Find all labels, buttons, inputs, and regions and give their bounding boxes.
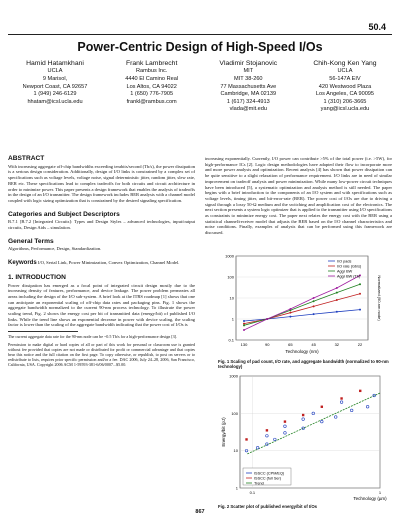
author-affiliation-line: Newport Coast, CA 92657: [22, 83, 88, 90]
keywords-label: Keywords: [8, 260, 37, 267]
author-affiliation-line: 1 (650) 776-7905: [130, 91, 174, 98]
data-point: [284, 420, 286, 422]
x-tick-label: 65: [288, 342, 293, 347]
data-point: [256, 446, 259, 449]
keywords-block: [8, 260, 195, 267]
x-tick-label: 0.1: [249, 490, 256, 495]
left-column: [8, 156, 195, 370]
author-affiliation-line: frankl@rambus.com: [126, 98, 177, 105]
data-point: [336, 311, 338, 313]
series-line-3: [244, 275, 360, 330]
data-point: [243, 324, 245, 326]
data-point: [350, 409, 353, 412]
right-column-text: increasing exponentially. Currently, I/O power can contribute >5% of the total power (i.e. >5W), for high-performance ICs [2]. Logic design methodologies have adapted their flow to incorporate more and more power analysis and optimization. Recent analysis [4] has shown that power dissipation can be quite sensitive to a slight relaxation of performance requirement. I/O links are in need of similar improvement on tradeoff analysis and power minimization. While many low-power circuit techniques have been introduced [5], a systematic optimization and analysis method is still needed. The paper begins with a brief introduction to the components of an I/O system and with specifications such as voltage levels, timing jitter, and bit-error-rate (BER). The power cost of I/Os are due to driving a signal through a lossy 50-Ω medium and the switching and amplification cost of the electronics. The next section presents a system logic optimizer that is applied to the transmitter using I/O specifications as constraints to minimize energy cost. The paper next relates the energy cost with the BER using a statistical channel/receiver model that adjusts the BER based on the I/O channel characteristics and noise conditions. Finally, examples of analysis that can be performed using this framework are discussed.: [205, 156, 392, 236]
x-tick-label: 32: [334, 342, 340, 347]
data-point: [313, 297, 315, 299]
x-tick-label: 22: [357, 342, 363, 347]
footnote: The current aggregate data rate for the 90-nm node can be ~0.5 Tb/s for a high-performance design [3].: [8, 334, 178, 340]
intro-heading: 1. INTRODUCTION: [8, 273, 66, 281]
author-2: [201, 60, 295, 114]
author-affiliation-line: 1 (617) 324-4913: [226, 98, 270, 105]
categories-text: B.7.1 [B.7.2 [Integrated Circuits]: Types and Design Styles – advanced technologies, input/output circuits, Design Aids – simulation.: [8, 219, 195, 231]
x-tick-label: 90: [264, 342, 270, 347]
data-point: [266, 435, 269, 438]
categories-heading: Categories and Subject Descriptors: [8, 210, 120, 218]
figure-1-caption: Fig. 1 Scaling of pad count, I/O rate, and aggregate bandwidth (normalized to 90-nm technology): [218, 359, 389, 370]
data-point: [243, 320, 245, 322]
author-3: [298, 60, 392, 114]
figure-2-caption: Fig. 2 Scatter plot of published energy/bit of I/Os: [218, 504, 318, 509]
y-axis-label: Energy/bit (pJ): [221, 417, 226, 447]
author-affiliation-line: Los Angeles, CA 90095: [315, 91, 375, 98]
general-terms-heading: General Terms: [8, 237, 54, 245]
y-tick-label: 10: [233, 448, 238, 454]
legend-label: I/O pads: [337, 259, 352, 264]
y-tick-label: 1000: [229, 373, 238, 379]
data-point: [289, 316, 291, 318]
general-terms-text: Algorithms, Performance, Design, Standardization.: [8, 246, 102, 252]
author-affiliation-line: Rambus Inc.: [135, 68, 168, 75]
y-axis-label: Normalized (90-nm node): [377, 275, 382, 321]
data-point: [366, 405, 369, 408]
keywords-text: I/O, Serial Link, Power Minimization, Convex Optimization, Channel Model.: [37, 260, 180, 266]
data-point: [359, 390, 361, 392]
session-number: 50.4: [368, 22, 386, 32]
author-affiliation-line: hhatam@icsl.ucla.edu: [27, 98, 83, 105]
author-affiliation-line: 1 (949) 246-6129: [33, 91, 77, 98]
series-line-0: [244, 310, 360, 321]
intro-text: Power dissipation has emerged as a focal point of integrated circuit design mostly due to the increasing density of features, performance, and device leakage. The power problem permeates all areas including the design of the I/O sub-system. A brief look at the ITRS roadmap [1] shows that one can anticipate an exponential scaling of off-chip data rates and packaging pins. Fig. 1 shows the aggregate bandwidth normalized to the current 90-nm process technology. To illustrate the power scaling trend, Fig. 2 shows the energy cost per bit of transmitted data (energy/bit) of published I/O links. While the trend line shows an exponential decrease in power with device scaling, the scaling factor is lower than the scaling of the aggregate bandwidth indicating that the power cost of I/Os is: [8, 282, 195, 328]
data-point: [302, 418, 305, 421]
data-point: [359, 293, 361, 295]
data-point: [313, 305, 315, 307]
data-point: [313, 313, 315, 315]
x-tick-label: 45: [311, 342, 316, 347]
page-number: 867: [195, 509, 205, 515]
data-point: [359, 309, 361, 311]
data-point: [243, 329, 245, 331]
legend-label: Trend: [254, 481, 264, 486]
paper-title: Power-Centric Design of High-Speed I/Os: [77, 40, 323, 54]
data-point: [334, 416, 337, 419]
data-point: [340, 401, 343, 404]
y-tick-label: 100: [227, 274, 234, 280]
y-tick-label: 10: [229, 295, 234, 301]
author-affiliation-line: Los Altos, CA 94022: [126, 83, 177, 90]
y-tick-label: 100: [231, 410, 238, 416]
author-name: Frank Lambrecht: [125, 60, 178, 67]
data-point: [266, 318, 268, 320]
legend-label: ISSCC (CPM/EQ): [254, 471, 285, 476]
author-name: Chih-Kong Ken Yang: [313, 60, 377, 67]
data-point: [274, 438, 277, 441]
data-point: [284, 425, 287, 428]
data-point: [313, 300, 315, 302]
author-affiliation-line: 77 Massachusetts Ave: [220, 83, 277, 90]
copyright-notice: Permission to make digital or hard copies of all or part of this work for personal or classroom use is granted without fee provided that copies are not made or distributed for profit or commercial advantage and that copies bear this notice and the full citation on the first page. To copy otherwise, or republish, to post on servers or to redistribute to lists, requires prior specific permission and/or a fee. DAC 2006, July 24–28, 2006, San Francisco, California, USA. Copyright 2006 ACM 1-59593-381-6/06/0007...$5.00.: [8, 342, 195, 368]
y-tick-label: 1: [235, 485, 238, 491]
author-affiliation-line: 420 Westwood Plaza: [318, 83, 372, 90]
author-affiliation-line: 9 Marisol,: [42, 76, 68, 82]
data-point: [340, 397, 342, 399]
data-point: [245, 438, 247, 440]
author-1: [105, 60, 199, 114]
author-affiliation-line: 1 (310) 206-3665: [323, 98, 367, 105]
author-affiliation-line: MIT 38-260: [234, 76, 263, 82]
x-tick-label: 130: [240, 342, 248, 347]
data-point: [284, 432, 287, 435]
x-tick-label: 1: [378, 490, 382, 495]
legend-label: I/O rate (Gb/s): [337, 264, 362, 269]
author-0: [8, 60, 102, 114]
x-axis-label: Technology (nm): [285, 349, 319, 354]
author-name: Vladimir Stojanovic: [219, 60, 278, 67]
author-affiliation-line: UCLA: [337, 68, 353, 75]
data-point: [321, 420, 324, 423]
x-axis-label: Technology (µm): [353, 496, 387, 501]
legend-label: ISSCC (full Ser): [254, 476, 282, 481]
right-column: [205, 156, 392, 239]
figure-2-chart: [218, 370, 388, 505]
data-point: [321, 406, 323, 408]
data-point: [289, 312, 291, 314]
abstract-text: With increasing aggregate off-chip bandwidths exceeding terabits/second (Tb/s), the power dissipation is a serious design consideration. Additionally, design of I/O links is constrained by a complex set of specifications such as voltage levels, voltage noise, signal deterministic jitter, random jitter, slew rate, BER etc. These specifications lead to complex tradeoffs for both circuits and circuit architecture in order to minimize power. This paper presents a design framework that enables the analysis of tradeoffs in the design of an I/O transmitter. The design framework includes BER analysis with a channel model coupled with logic sizing optimization that is constrained by the desired signaling specification.: [8, 163, 195, 203]
data-point: [336, 292, 338, 294]
author-affiliation-line: vlada@mit.edu: [229, 106, 268, 113]
footnote-rule: [8, 331, 78, 332]
data-point: [336, 299, 338, 301]
author-affiliation-line: 56-147A EIV: [329, 76, 361, 82]
y-tick-label: 0.1: [228, 337, 234, 343]
data-point: [359, 283, 361, 285]
author-affiliation-line: Cambridge, MA 02139: [220, 91, 277, 98]
author-block: [8, 60, 392, 114]
author-affiliation-line: yang@icsl.ucla.edu: [320, 106, 370, 113]
y-tick-label: 1000: [225, 253, 234, 259]
data-point: [289, 308, 291, 310]
data-point: [266, 429, 268, 431]
author-affiliation-line: UCLA: [47, 68, 63, 75]
author-affiliation-line: 4440 El Camino Real: [125, 76, 179, 82]
author-name: Hamid Hatamkhani: [26, 60, 84, 67]
legend-label: Aggr BW (Tb): [337, 274, 361, 279]
data-point: [336, 287, 338, 289]
legend-label: Aggr BW: [337, 269, 353, 274]
figure-1-chart: [218, 250, 388, 358]
abstract-heading: ABSTRACT: [8, 155, 45, 162]
author-affiliation-line: MIT: [243, 68, 254, 75]
y-tick-label: 1: [231, 316, 234, 322]
data-point: [302, 414, 304, 416]
header-rule: [8, 34, 392, 35]
